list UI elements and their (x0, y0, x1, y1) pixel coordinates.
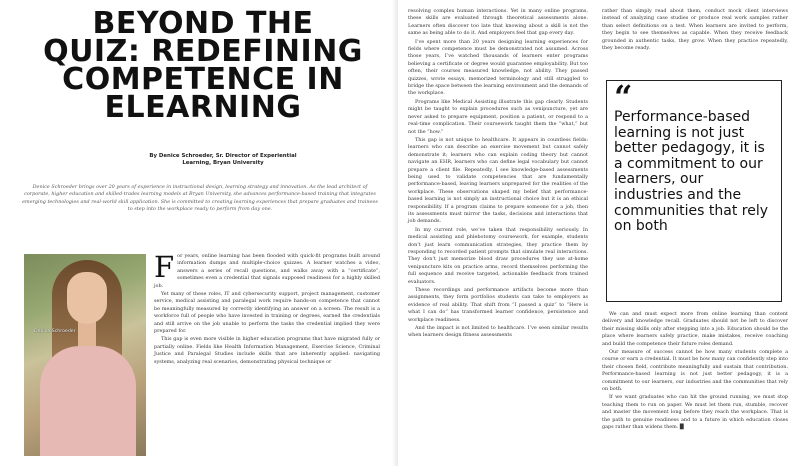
article-headline (30, 6, 376, 125)
paragraph: or years, online learning has been flooded with quick-fit programs built around information dumps and multiple-choice quizzes. A learner watches a video, answers a series of recall questions, and walks away with a “certificate”, sometimes even a credential that signals supposed readiness for a highly skilled job. (154, 253, 380, 289)
photo-body (40, 346, 136, 456)
paragraph: We can and must expect more from online learning than content delivery and knowledge recall. Graduates should not be left to discover their missing skills only after stepping into a job. Education should be the place where learners safely practice, make mistakes, receive coaching and build the competence their future roles demand. (602, 311, 788, 347)
article-column-3-top (602, 8, 788, 53)
headline-line: ELEARNING (104, 90, 302, 125)
paragraph: Our measure of success cannot be how many students complete a course or earn a credential. It must be how many can confidently step into their chosen field, contribute meaningfully and sustain that contribution. Performance-based learning is not just better pedagogy, it is a commitment to our learners, our industries and the communities that rely on both. (602, 349, 788, 393)
pull-quote-text: Performance-based learning is not just better pedagogy, it is a commitment to our learners, our industries and the communities that rely on both (614, 109, 769, 235)
paragraph: And the impact is not limited to healthcare. I’ve seen similar results when learners design fitness assessments (408, 325, 588, 339)
right-page (398, 0, 796, 466)
byline-line: By Denice Schroeder, Sr. Director of Experiential (149, 153, 297, 159)
paragraph: This gap is not unique to healthcare. It appears in countless fields: learners who can describe an exercise movement but cannot safely demonstrate it; learners who can explain coding theory but cannot navigate an EHR, learners who can define legal vocabulary but cannot prepare a client file. Repeatedly, I see knowledge-based assessments being used to validate competencies that are fundamentally performance-based, leaving learners unprepared for the realities of the workplace. These observations shaped my belief that performance-based learning is not simply an instructional choice but it is an ethical responsibility. If a program claims to prepare someone for a job, then its assessments must mirror the tasks, decisions and interactions that job demands. (408, 136, 588, 225)
article-column-1 (154, 250, 380, 367)
headline-line: QUIZ: REDEFINING (43, 34, 363, 69)
paragraph: These recordings and performance artifacts become more than assignments, they form portfolios students can take to employers as evidence of real ability. That shift from “I passed a quiz” to “Here is what I can do” has transformed learner confidence, persistence and workplace readiness. (408, 287, 588, 323)
paragraph: This gap is even more visible in higher education programs that have migrated fully or partially online. Fields like Health Information Management, Exercise Science, Criminal Justice and Paralegal Studies include skills that are inherently applied: navigating systems, analyzing real scenarios, demonstrating physical technique or (154, 336, 380, 365)
article-column-2 (408, 8, 588, 341)
byline-line: Learning, Bryan University (182, 160, 264, 167)
paragraph: Yet many of these roles, IT and cybersecurity support, project management, customer service, medical assisting and paralegal work require hands-on competence that cannot be meaningfully measured by correctly identifying an answer on a screen. The result is a workforce full of people who have invested in training or degrees, earned the credentials and still arrive on the job unable to perform the tasks the credential implied they were prepared for. (154, 291, 380, 335)
photo-face (67, 272, 107, 324)
author-photo (24, 254, 146, 456)
article-column-3-bottom (602, 311, 788, 433)
headline-line: COMPETENCE IN (62, 62, 344, 97)
paragraph: Programs like Medical Assisting illustrate this gap clearly. Students might be taught to explain procedures such as venipuncture, yet are never asked to prepare equipment, position a patient, or respond to a real-time complication. Their coursework taught them the “what,” but not the “how.” (408, 98, 588, 135)
paragraph: If we want graduates who can hit the ground running, we must stop teaching them to run on paper. We must let them run, stumble, recover and master the movement long before they reach the workplace. That is the path to genuine readiness and to a future in which education closes gaps rather than widens them. █ (602, 394, 788, 431)
photo-caption: Denice Schroeder (34, 329, 76, 334)
paragraph: rather than simply read about them, conduct mock client interviews instead of analyzing case studies or produce real work samples rather than select definitions on a test. When learners are invited to perform, they begin to see themselves as capable. When they receive feedback grounded in authentic tasks, they grow. When they practice repeatedly, they become ready. (602, 8, 788, 52)
pull-quote (606, 80, 782, 302)
paragraph: In my current role, we’ve taken that responsibility seriously. In medical assisting and phlebotomy coursework, for example, students don’t just learn communication strategies, they practice them by responding to recorded patient prompts that simulate real interactions. They don’t just memorize blood draw procedures they use at-home venipuncture kits on practice arms, record themselves performing the full sequence and receive targeted, actionable feedback from trained evaluators. (408, 226, 588, 285)
author-intro: Denice Schroeder brings over 20 years of experience in instructional design, learning strategy and innovation. As the lead architect of corporate, higher education and skilled-trades learning models at Bryan University, she advances performance-based training that integrates emerging technologies and real-world skill application. She is committed to creating learning experiences that prepare graduates and trainees to step into the workplace ready to perform from day one. (22, 184, 378, 213)
headline-line: BEYOND THE (92, 6, 314, 41)
quote-mark-icon: “ (614, 78, 633, 116)
drop-cap: F (154, 250, 175, 284)
paragraph: resolving complex human interactions. Yet in many online programs, these skills are evaluated through theoretical assessments alone. Learners often discover too late that knowing about a skill is not the same as being able to do it. And employers feel that gap every day. (408, 8, 588, 37)
paragraph: I’ve spent more than 20 years designing learning experiences for fields where competence must be demonstrated not assumed. Across those years, I’ve watched thousands of learners enter programs believing a certificate or degree would guarantee employability. But too often, their courses measured knowledge, not ability. They passed quizzes, wrote essays, memorized terminology and still struggled to bridge the space between the learning environment and the demands of the workplace. (408, 38, 588, 97)
author-byline (128, 153, 318, 167)
